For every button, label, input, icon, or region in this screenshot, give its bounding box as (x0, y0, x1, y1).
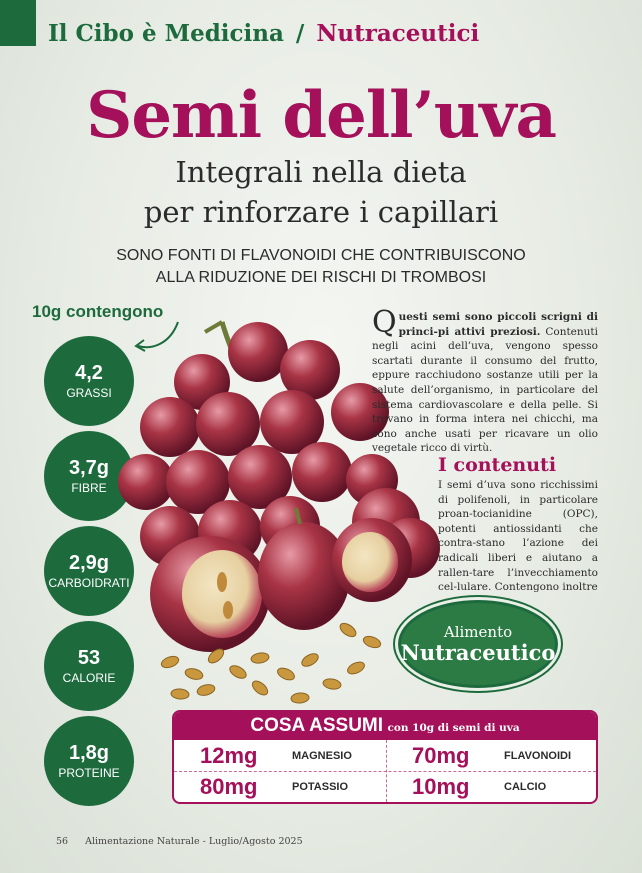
article-lede (0, 245, 642, 289)
badge-line-2: Nutraceutico (400, 639, 556, 665)
intake-amount: 70mg (412, 742, 470, 768)
intake-box (172, 710, 598, 804)
section-category: Nutraceutici (316, 20, 480, 47)
intake-nutrient: MAGNESIO (292, 749, 352, 762)
nutrition-value: 53 (77, 646, 101, 669)
subtitle-line: per rinforzare i capillari (143, 195, 499, 229)
nutrition-value: 2,9g (68, 551, 110, 574)
nutrition-name: PROTEINE (58, 765, 120, 780)
intake-grid (174, 740, 596, 802)
intake-row (386, 740, 598, 771)
nutrition-value: 4,2 (75, 361, 103, 384)
nutrition-name: CARBOIDRATI (48, 575, 130, 590)
intake-nutrient: CALCIO (504, 780, 547, 793)
nutrition-name: GRASSI (66, 385, 112, 400)
nutrition-circle-protein (44, 716, 134, 806)
intake-box-note: con 10g di semi di uva (387, 722, 520, 734)
intro-text: Contenuti negli acini dell’uva, vengono spesso scartati durante il consumo del frutto, eppure racchiudono sostanze utili per la salute dell’organismo, in particolare del sistema cardiovascolare e della pelle. Si trovano in forma intera nei chicchi, ma sono anche usati per ricavare un olio vegetale ricco di virtù. (372, 325, 598, 455)
corner-color-block (0, 0, 36, 46)
section-header (48, 20, 479, 47)
intake-amount: 10mg (412, 773, 470, 799)
nutrition-value: 1,8g (68, 741, 110, 764)
badge-line-1: Alimento (443, 622, 513, 641)
article-title: Semi dell’uva (86, 78, 556, 153)
intake-nutrient: POTASSIO (292, 780, 349, 793)
lede-line: ALLA RIDUZIONE DEI RISCHI DI TROMBOSI (155, 269, 487, 286)
drop-cap: Q (372, 305, 397, 340)
intake-amount: 12mg (200, 742, 258, 768)
publication-name: Alimentazione Naturale - Luglio/Agosto 2025 (85, 836, 303, 847)
intake-amount: 80mg (200, 773, 258, 799)
intro-bold-lead: uesti semi sono piccoli scrigni di princi-pi attivi preziosi. (398, 311, 598, 338)
lede-line: SONO FONTI DI FLAVONOIDI CHE CONTRIBUISCONO (116, 247, 526, 264)
intake-box-header (174, 712, 596, 740)
intake-box-title: COSA ASSUMI (250, 715, 384, 736)
nutrition-value: 3,7g (68, 456, 110, 479)
page-footer (56, 836, 303, 847)
article-subtitle (0, 152, 642, 232)
subtitle-line: Integrali nella dieta (175, 155, 467, 189)
section-name: Il Cibo è Medicina (48, 20, 284, 47)
intake-row (174, 740, 386, 771)
nutrition-name: CALORIE (62, 670, 116, 685)
contents-paragraph: I semi d’uva sono ricchissimi di polifenoli, in particolare proan-tocianidine (OPC), potenti antiossidanti che contra-stano l’azione dei radicali liberi e aiutano a rallen-tare l’invecchiamento cel-lulare. Contengono inoltre (438, 479, 598, 594)
section-separator: / (295, 20, 305, 47)
page-number: 56 (56, 836, 69, 847)
nutrition-name: FIBRE (71, 480, 107, 495)
nutraceutical-badge (398, 600, 558, 688)
nutrition-label: 10g contengono (32, 302, 164, 321)
intake-row (174, 771, 386, 802)
contents-heading: I contenuti (438, 454, 557, 476)
intake-row (386, 771, 598, 802)
intake-nutrient: FLAVONOIDI (504, 749, 572, 762)
intro-paragraph (372, 305, 598, 456)
